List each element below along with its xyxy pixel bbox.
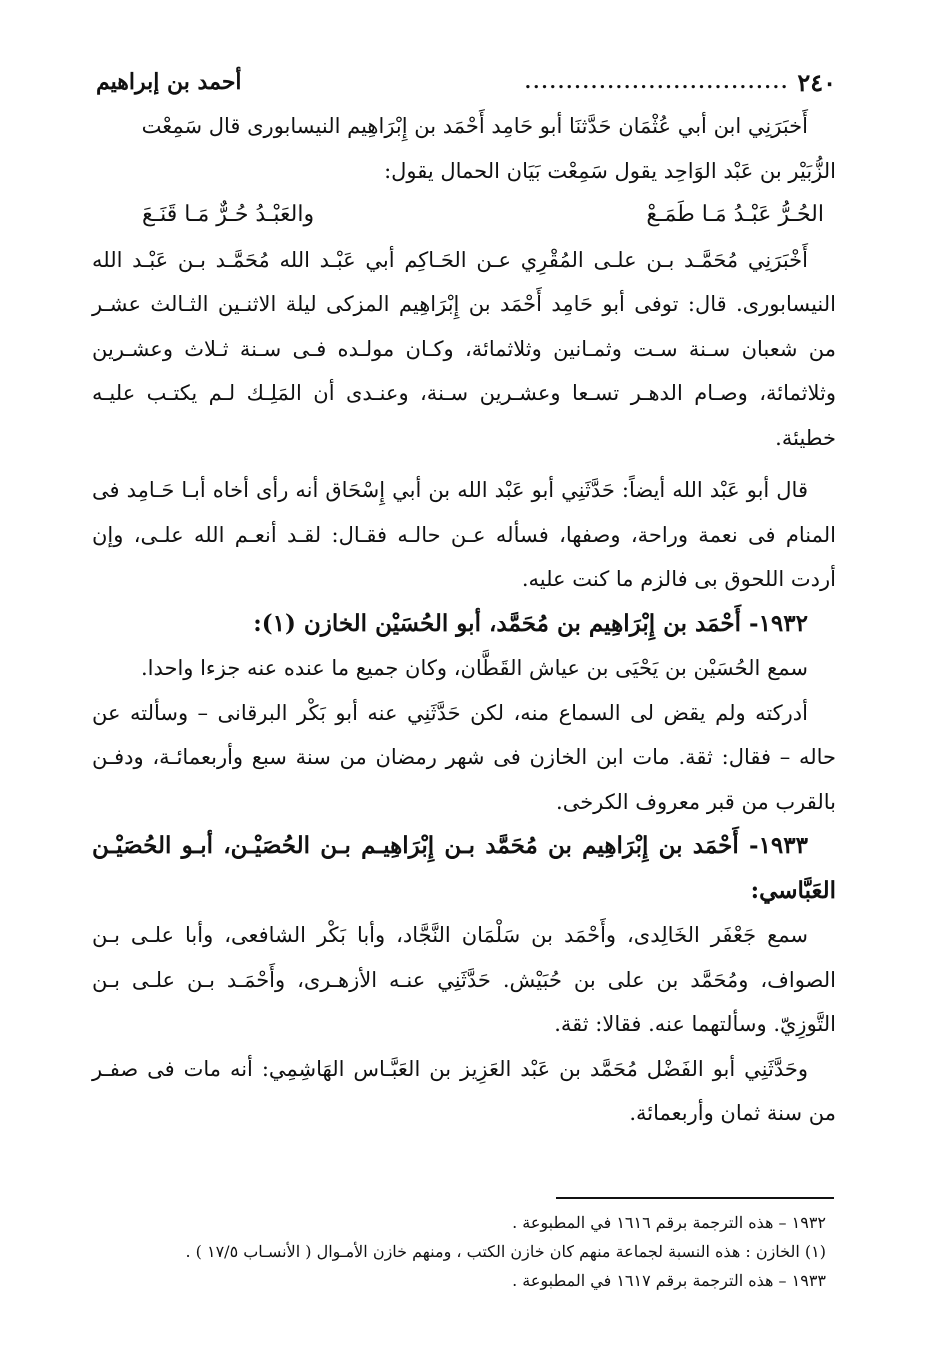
footnotes: [92, 1208, 836, 1295]
poem-verse: [92, 193, 836, 238]
running-title: أحمد بن إبراهيم: [96, 69, 242, 95]
page-number: ٢٤٠: [797, 67, 836, 97]
poem-hemistich-left: والعَبْـدُ حُـرٌّ مَـا قَنَـعَ: [142, 202, 315, 227]
paragraph-1-line-2: الزُّبَيْر بن عَبْد الوَاحِد يقول سَمِعْت بَيَان الحمال يقول:: [384, 158, 836, 183]
paragraph-4: سمع الحُسَيْن بن يَحْيَى بن عياش القَطَّان، وكان جميع ما عنده عنه جزءا واحدا.: [140, 656, 808, 680]
poem-hemistich-right: الحُـرُّ عَبْـدُ مَـا طَمَـعْ: [646, 202, 824, 227]
footnote-1932: ١٩٣٢ – هذه الترجمة برقم ١٦١٦ في المطبوعة .: [512, 1213, 826, 1232]
entry-heading-1932: ١٩٣٢- أَحْمَد بن إِبْرَاهِيم بن مُحَمَّد، أبو الحُسَيْن الخازن (١):: [253, 609, 808, 637]
paragraph-5: أدركته ولم يقض لى السماع منه، لكن حَدَّثَنِي عنه أبو بَكْر البرقانى – وسألته عن حاله – فقال: ثقة. مات ابن الخازن فى شهر رمضان من سنة سبع وأربعمائـة، ودفـن بالقرب من قبر معروف الكرخى.: [92, 700, 836, 814]
paragraph-7: وحَدَّثَنِي أبو الفَضْل مُحَمَّد بن عَبْد العَزِيز بن العَبَّـاس الهَاشِمِي: أنه مات فى صفـر من سنة ثمان وأربعمائة.: [92, 1056, 836, 1125]
entry-heading-1933: ١٩٣٣- أَحْمَد بن إِبْرَاهِيم بن مُحَمَّد بـن إِبْرَاهِيـم بـن الحُصَيْـن، أبـو الحُصَيْـن العَبَّاسي:: [92, 832, 836, 904]
main-text: [92, 104, 836, 1136]
paragraph-1-line-1: أَخبَرَنِي ابن أبي عُثْمَان حَدَّثنَا أبو حَامِد أَحْمَد بن إِبْرَاهِيم النيسابورى قال سَمِعْت: [141, 114, 808, 138]
paragraph-6: سمع جَعْفَر الخَالِدى، وأَحْمَد بن سَلْمَان النَّجَّاد، وأبا بَكْر الشافعى، وأبا علـى بـن الصواف، ومُحَمَّد بن على بن حُبَيْش. حَدَّثَنِي عنـه الأزهـرى، وأَحْمَـد بـن علـى بـن التَّوزِيّ. وسألتهما عنه. فقالا: ثقة.: [92, 923, 836, 1036]
header-dot-leader: ................................: [524, 71, 790, 93]
footnote-1933: ١٩٣٣ – هذه الترجمة برقم ١٦١٧ في المطبوعة .: [512, 1271, 826, 1290]
running-header: [96, 62, 836, 102]
footnote-separator: [556, 1197, 834, 1199]
paragraph-2: أَخْبَرَنِي مُحَمَّـد بـن علـى المُقْرِي عـن الحَـاكِم أبي عَبْـد الله مُحَمَّـد بـن عَبْـد الله النيسابورى. قال: توفى أبو حَامِد أَحْمَد بن إِبْرَاهِيم المزكى ليلة الاثنـين الثـالث عشـر من شعبان سـنة سـت وثمـانين وثلاثمائة، وكـان مولـده فـى سـنة ثـلاث وعشـرين وثلاثمائة، وصـام الدهـر تسـعا وعشـرين سـنة، وعنـدى أن المَلِـك لـم يكتـب عليـه خطيئة.: [92, 247, 836, 450]
paragraph-3: قال أبو عَبْد الله أيضاً: حَدَّثَنِي أبو عَبْد الله بن أبي إِسْحَاق أنه رأى أخاه أبـا حَـامِد فى المنام فى نعمة وراحة، وصفها، فسأله عـن حالـه فقـال: لقـد أنعـم الله علـى، وإن أردت اللحوق بى فالزم ما كنت عليه.: [92, 478, 836, 591]
footnote-khazin: (١) الخازن : هذه النسبة لجماعة منهم كان خازن الكتب ، ومنهم خازن الأمـوال ( الأنسـاب ١٧/٥ ) .: [185, 1242, 826, 1261]
